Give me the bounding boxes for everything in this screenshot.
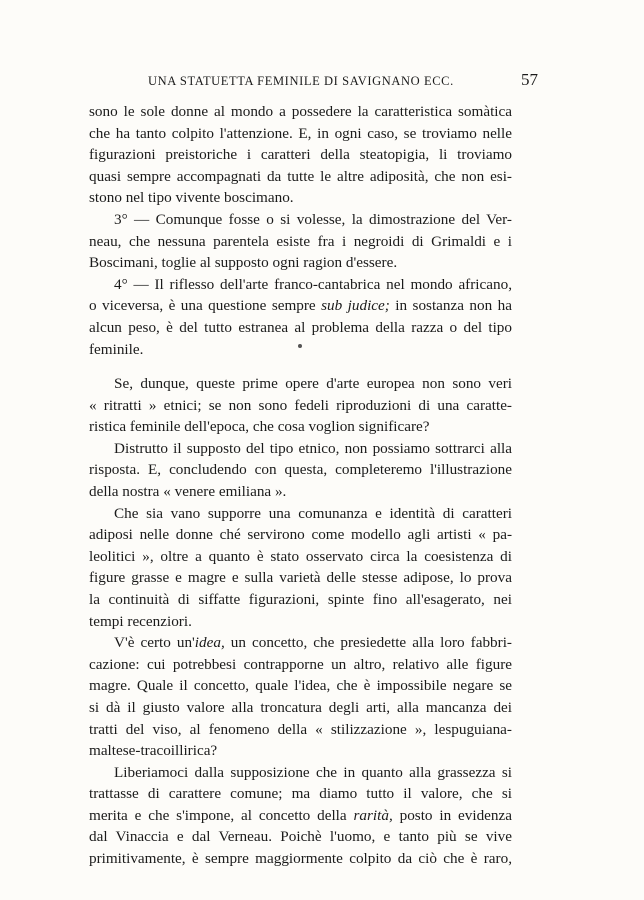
text-line: 4° — Il riflesso dell'arte franco-cantabrica nel mondo africano, [114,275,512,293]
text-line: merita e che s'impone, al concetto della rarità, posto in evidenza [89,806,512,824]
paragraph-block-2 [89,373,512,870]
text-line: ristica feminile dell'epoca, che cosa voglion significare? [89,418,430,436]
paragraph-block-1 [89,101,512,360]
text-line: si dà il giusto valore alla troncatura degli arti, alla mancanza dei [89,698,512,716]
text-line: figurazioni preistoriche i caratteri della steatopigia, li troviamo [89,146,512,164]
text-line: risposta. E, concludendo con questa, completeremo l'illustrazione [89,461,512,479]
text-line: 3° — Comunque fosse o si volesse, la dimostrazione del Ver- [114,210,512,228]
text-line: « ritratti » etnici; se non sono fedeli riproduzioni di una caratte- [89,396,512,414]
text-line: della nostra « venere emiliana ». [89,482,287,500]
text-line: la continuità di siffatte figurazioni, spinte fino all'esagerato, nei [89,590,512,608]
text-line: figure grasse e magre e sulla varietà delle stesse adipose, lo prova [89,569,512,587]
text-line: V'è certo un'idea, un concetto, che presiedette alla loro fabbri- [114,634,512,652]
section-separator-dot [298,344,302,348]
text-line: magre. Quale il concetto, quale l'idea, che è impossibile negare se [89,677,512,695]
text-line: dal Vinaccia e dal Verneau. Poichè l'uomo, e tanto più se vive [89,828,512,846]
text-line: maltese-tracoillirica? [89,742,218,760]
text-line: leolitici », oltre a quanto è stato osservato circa la coesistenza di [89,547,512,565]
text-line: quasi sempre accompagnati da tutte le altre adiposità, che non esi- [89,167,512,185]
text-line: che ha tanto colpito l'attenzione. E, in ogni caso, se troviamo nelle [89,124,512,142]
text-line: Se, dunque, queste prime opere d'arte europea non sono veri [114,375,512,392]
text-line: primitivamente, è sempre maggiormente colpito da ciò che è raro, [89,850,512,868]
text-line: Boscimani, toglie al supposto ogni ragion d'essere. [89,254,398,272]
text-line: tempi recenziori. [89,612,192,630]
text-line: Distrutto il supposto del tipo etnico, non possiamo sottrarci alla [114,439,512,457]
text-line: trattasse di carattere comune; ma diamo tutto il valore, che si [89,785,512,803]
text-line: feminile. [89,340,144,358]
text-line: neau, che nessuna parentela esiste fra i negroidi di Grimaldi e i [89,232,512,250]
text-line: cazione: cui potrebbesi contrapporne un altro, relativo alle figure [89,655,512,673]
text-line: adiposi nelle donne ché servirono come modello agli artisti « pa- [89,526,512,544]
text-line: sono le sole donne al mondo a possedere la caratteristica somàtica [89,103,512,120]
text-line: o viceversa, è una questione sempre sub judice; in sostanza non ha [89,297,512,315]
text-line: Che sia vano supporre una comunanza e identità di caratteri [114,504,512,522]
page-number: 57 [521,70,538,89]
running-header: UNA STATUETTA FEMINILE DI SAVIGNANO ECC. [148,74,454,88]
text-line: Liberiamoci dalla supposizione che in quanto alla grassezza si [114,763,512,781]
text-line: tratti del viso, al fenomeno della « stilizzazione », lespuguiana- [89,720,512,738]
text-line: stono nel tipo vivente boscimano. [89,189,294,207]
text-line: alcun peso, è del tutto estranea al problema della razza o del tipo [89,318,512,336]
